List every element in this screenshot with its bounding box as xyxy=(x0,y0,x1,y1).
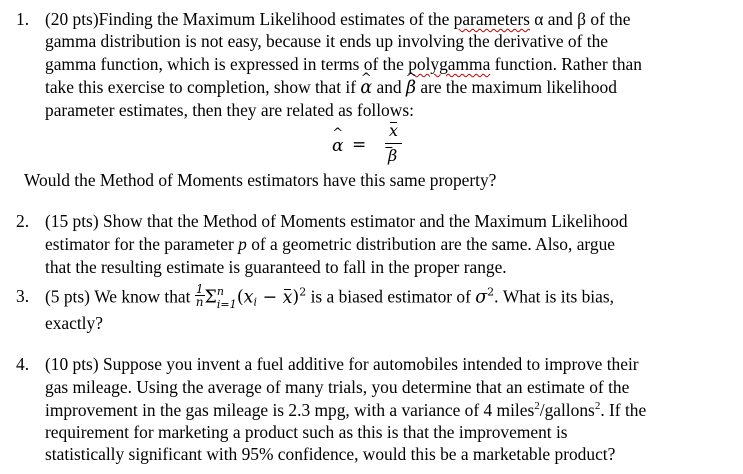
problem-4-line-5: statistically significant with 95% confidence, would this be a marketable product? xyxy=(45,444,616,464)
summation-upper: n xyxy=(216,284,224,298)
problem-2-text-2: estimator for the parameter xyxy=(45,234,239,254)
problem-4-points: (10 pts) xyxy=(45,354,99,374)
problem-1-text-4: take this exercise to completion, show that if xyxy=(45,77,361,97)
expr-minus: − xyxy=(256,287,283,308)
problem-2-points: (15 pts) xyxy=(45,211,99,231)
problem-1-parameters-word: parameters xyxy=(453,9,530,29)
problem-1-followup: Would the Method of Moments estimators have this same property? xyxy=(24,170,497,190)
sigma-power: 2 xyxy=(487,285,495,299)
problem-4-text-1: Suppose you invent a fuel additive for automobiles intended to improve their xyxy=(102,354,639,374)
problem-1-and: and xyxy=(372,77,406,97)
formula-fraction-line xyxy=(385,143,402,144)
one-over-n-fraction xyxy=(195,283,205,308)
problem-4-number: 4. xyxy=(16,354,30,374)
problem-1-number: 1. xyxy=(16,9,30,29)
formula-beta-bar-hat: β xyxy=(388,146,398,165)
problem-1-line-5: parameter estimates, then they are related as follows: xyxy=(45,100,414,120)
summation-lower: i=1 xyxy=(216,297,237,311)
problem-4-line-2: gas mileage. Using the average of many trials, you determine that an estimate of the xyxy=(45,377,630,397)
problem-3-text-end: . What is its bias, xyxy=(494,286,614,307)
problem-2-p-variable: p xyxy=(238,234,247,254)
expr-open: ( xyxy=(236,287,244,308)
miles-squared: 2 xyxy=(534,400,540,412)
expr-x: x xyxy=(243,287,254,308)
problem-1-line-1 xyxy=(45,9,630,30)
problem-2-text-1: Show that the Method of Moments estimator and the Maximum Likelihood xyxy=(102,211,628,231)
problem-3-points: (5 pts) xyxy=(45,286,90,307)
summation-limits xyxy=(216,284,237,311)
formula-equals: = xyxy=(352,135,367,155)
summation-symbol: Σ xyxy=(204,287,217,308)
problem-3-line-2: exactly? xyxy=(45,313,103,333)
problem-2-text-2-end: of a geometric distribution are the same. Also, argue xyxy=(246,234,616,254)
problem-1-text-1: Finding the Maximum Likelihood estimates of the xyxy=(98,9,454,29)
problem-2-line-3: that the resulting estimate is guaranteed to fall in the proper range. xyxy=(45,257,507,277)
problem-1-line-2: gamma distribution is not easy, because it ends up involving the derivative of the xyxy=(45,31,608,51)
alpha-hat-symbol: ^ α xyxy=(360,78,372,99)
problem-3-line-1 xyxy=(45,282,614,311)
problem-4-line-4: requirement for marketing a product such as this is that the improvement is xyxy=(45,422,568,442)
expr-power: 2 xyxy=(299,285,307,299)
problem-4-line-1 xyxy=(45,354,639,375)
fraction-denominator: n xyxy=(195,295,204,309)
problem-1-text-3-end: function. Rather than xyxy=(490,54,642,74)
formula-x-bar: x xyxy=(389,121,399,140)
problem-2-line-1 xyxy=(45,211,628,232)
problem-4-line-3 xyxy=(45,400,646,421)
formula-alpha-hat: ^ α xyxy=(332,136,343,156)
problem-2-line-2 xyxy=(45,234,615,255)
expr-x-bar: x xyxy=(282,287,293,308)
problem-1-line-3 xyxy=(45,54,642,75)
problem-4-gallons: /gallons xyxy=(539,400,595,420)
problem-1-line-4 xyxy=(45,77,617,99)
problem-1-points: (20 pts) xyxy=(45,9,99,29)
beta-hat-symbol: ^ β xyxy=(406,78,416,99)
problem-4-text-3-end: . If the xyxy=(600,400,647,420)
problem-2-number: 2. xyxy=(16,211,30,231)
problem-1-text-1-end: α and β of the xyxy=(529,9,631,29)
problem-3-text-mid: is a biased estimator of xyxy=(306,286,476,307)
problem-4-text-3: improvement in the gas mileage is 2.3 mpg, with a variance of 4 miles xyxy=(45,400,535,420)
problem-1-text-4-end: are the maximum likelihood xyxy=(416,77,617,97)
problem-1-text-3: gamma function, which is expressed in terms of the xyxy=(45,54,409,74)
expr-subscript: i xyxy=(253,295,257,309)
problem-1-polygamma-word: polygamma xyxy=(408,54,491,74)
expr-close: ) xyxy=(292,287,300,308)
alpha-hat-formula xyxy=(332,119,422,171)
sigma-symbol: σ xyxy=(475,287,488,308)
problem-3-number: 3. xyxy=(16,286,30,306)
gallons-squared: 2 xyxy=(594,400,601,412)
fraction-numerator: 1 xyxy=(195,282,204,296)
problem-3-text-1: We know that xyxy=(94,286,195,307)
